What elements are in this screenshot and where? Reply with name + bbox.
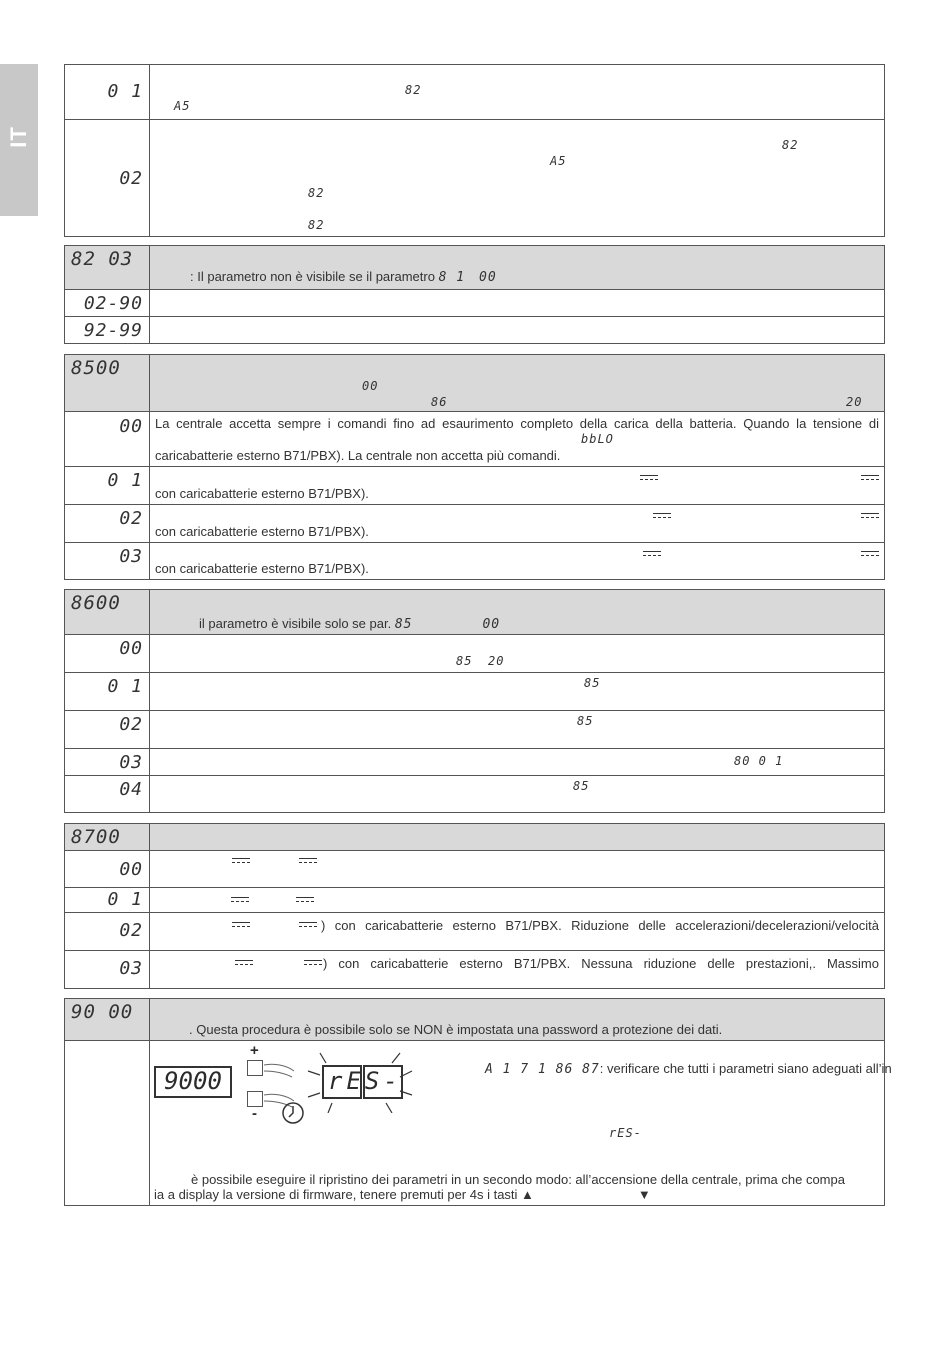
row-code: 04 [119, 779, 143, 800]
note-text: il parametro è visibile solo se par. [199, 616, 395, 631]
row-code: 00 [119, 416, 143, 437]
description-text: caricabatterie esterno B71/PBX). La centrale non accetta più comandi. [155, 448, 561, 463]
table-header-row [65, 999, 885, 1041]
table-header-row [65, 590, 885, 635]
dc-symbol-icon [653, 513, 671, 519]
row-code: 0 1 [107, 889, 143, 910]
table-parameter-86 [64, 589, 885, 813]
row-code: 00 [119, 638, 143, 659]
row-code: 00 [119, 859, 143, 880]
dc-symbol-icon [304, 960, 322, 966]
table-row [65, 776, 885, 813]
dc-symbol-icon [861, 513, 879, 519]
table-row [65, 749, 885, 776]
row-code: 03 [119, 752, 143, 773]
row-code: 0 1 [107, 470, 143, 491]
header-note [199, 616, 500, 633]
row-code: 03 [119, 546, 143, 567]
header-note: . Questa procedura è possibile solo se NON è impostata una password a protezione dei dati. [189, 1022, 723, 1037]
dc-symbol-icon [643, 551, 661, 557]
param-ref: bbLO [581, 432, 614, 446]
language-tab-label: IT [5, 126, 31, 148]
description-text: è possibile eseguire il ripristino dei parametri in un secondo modo: all’accensione della centrale, prima che compa [191, 1172, 845, 1187]
up-arrow-icon: ▲ [521, 1187, 534, 1202]
description-text: con caricabatterie esterno B71/PBX). [155, 561, 369, 576]
table-row [65, 543, 885, 580]
param-ref: 85 [394, 617, 413, 632]
param-ref: 82 [308, 186, 325, 200]
dc-symbol-icon [232, 922, 250, 928]
description-text: ) con caricabatterie esterno B71/PBX. Nessuna riduzione delle prestazioni,. Massimo [323, 956, 879, 971]
dc-symbol-icon [235, 960, 253, 966]
param-code: 8600 [71, 592, 121, 614]
param-ref: 82 [405, 83, 422, 97]
param-ref: 80 0 1 [734, 754, 784, 768]
row-code: 02-90 [83, 293, 143, 314]
table-row [65, 317, 885, 344]
param-ref: 82 [782, 138, 799, 152]
table-header-row [65, 355, 885, 412]
table-row [65, 888, 885, 913]
param-ref: 85 [573, 779, 590, 793]
table-row [65, 65, 885, 120]
param-list: A 1 7 1 86 87 [485, 1062, 600, 1077]
note-text: : verificare che tutti i parametri siano adeguati all’in [599, 1061, 892, 1076]
blink-rays-icon [306, 1051, 414, 1113]
table-parameter-a [64, 64, 885, 237]
dc-symbol-icon [232, 858, 250, 864]
dc-symbol-icon [296, 897, 314, 903]
param-ref: 20 [846, 395, 863, 409]
down-arrow-icon: ▼ [637, 1187, 651, 1202]
params-note [485, 1061, 892, 1078]
display-reset-value: rES- [328, 1067, 402, 1095]
dc-symbol-icon [231, 897, 249, 903]
row-code: 92-99 [83, 320, 143, 341]
param-ref: A5 [550, 154, 567, 168]
description-text: ) con caricabatterie esterno B71/PBX. Riduzione delle accelerazioni/decelerazioni/velocità [321, 918, 879, 933]
row-code: 0 1 [107, 81, 143, 102]
table-parameter-90 [64, 998, 892, 1206]
table-row [65, 913, 885, 951]
param-ref: 85 [456, 654, 473, 668]
param-ref: 85 [577, 714, 594, 728]
display-current-value: 9000 [154, 1066, 232, 1098]
table-parameter-87 [64, 823, 885, 989]
param-code: 8700 [71, 826, 121, 848]
param-ref: rES- [609, 1126, 642, 1140]
table-parameter-82 [64, 245, 885, 344]
table-row [65, 412, 885, 467]
param-ref: 20 [488, 654, 505, 668]
dc-symbol-icon [299, 922, 317, 928]
dc-symbol-icon [299, 858, 317, 864]
param-code: 8500 [71, 357, 121, 379]
param-ref: A5 [174, 99, 191, 113]
row-code: 03 [119, 958, 143, 979]
row-code: 02 [119, 714, 143, 735]
table-row [65, 290, 885, 317]
description-text: con caricabatterie esterno B71/PBX). [155, 524, 369, 539]
table-parameter-85 [64, 354, 885, 580]
table-row [65, 505, 885, 543]
table-row [65, 635, 885, 673]
plus-label: + [250, 1042, 259, 1059]
param-ref: 00 [479, 270, 497, 285]
description-text [154, 1187, 651, 1203]
description-text-part: ia a display la versione di firmware, tenere premuti per 4s i tasti [154, 1187, 522, 1202]
table-row [65, 951, 885, 989]
param-ref: 8 1 [438, 270, 466, 285]
param-ref: 85 [584, 676, 601, 690]
table-row [65, 673, 885, 711]
table-row [65, 467, 885, 505]
description-text: con caricabatterie esterno B71/PBX). [155, 486, 369, 501]
note-text: : Il parametro non è visibile se il parametro [190, 269, 439, 284]
param-ref: 82 [308, 218, 325, 232]
table-row [65, 711, 885, 749]
dc-symbol-icon [861, 475, 879, 481]
plus-button-icon [247, 1060, 263, 1076]
row-code: 02 [119, 508, 143, 529]
row-code: 02 [119, 920, 143, 941]
param-ref: 00 [362, 379, 379, 393]
clock-icon [281, 1101, 305, 1125]
table-row [65, 851, 885, 888]
param-code: 90 00 [71, 1001, 134, 1023]
language-tab [0, 64, 38, 216]
table-header-row [65, 824, 885, 851]
description-text: La centrale accetta sempre i comandi fino ad esaurimento completo della carica della batteria. Quando la tensione di [155, 416, 879, 431]
dc-symbol-icon [640, 475, 658, 481]
table-row [65, 1041, 885, 1206]
param-code: 82 03 [71, 248, 134, 270]
header-note [190, 269, 497, 286]
dc-symbol-icon [861, 551, 879, 557]
row-code: 0 1 [107, 676, 143, 697]
param-ref: 86 [431, 395, 448, 409]
param-ref: 00 [482, 617, 501, 632]
minus-label: - [252, 1105, 257, 1122]
table-row [65, 120, 885, 237]
row-code: 02 [119, 168, 143, 189]
table-header-row [65, 246, 885, 290]
